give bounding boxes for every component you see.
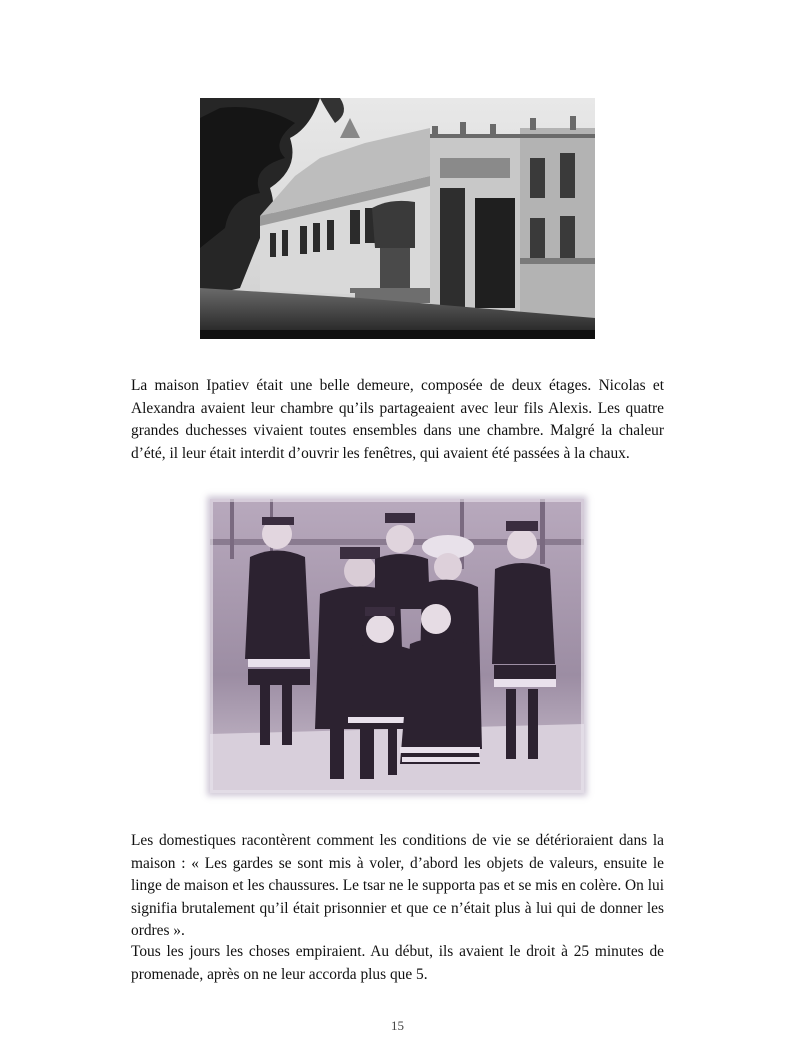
house-photo-illustration [200,98,595,339]
house-photo [200,98,595,339]
page-number: 15 [391,1018,404,1033]
paragraph-walk-time: Tous les jours les choses empiraient. Au début, ils avaient le droit à 25 minutes de promenade, après on ne leur accorda plus que 5. [131,943,664,983]
paragraph-ipatiev-house: La maison Ipatiev était une belle demeure, composée de deux étages. Nicolas et Alexandra avaient leur chambre qu’ils partageaient avec leur fils Alexis. Les quatre grandes duchesses vivaient toutes ensembles dans une chambre. Malgré la chaleur d’été, il leur était interdit d’ouvrir les fenêtres, qui avaient été passées à la chaux. [131,377,664,462]
paragraph-servants-account: Les domestiques racontèrent comment les conditions de vie se détérioraient dans la maison : « Les gardes se sont mis à voler, d’abord les objets de valeurs, ensuite le linge de maison et les chaussures. Le tsar ne le supporta pas et se mis en colère. On lui signifia brutalement qu’il était prisonnier et que ce n’était plus à lui qui de donner les ordres ». [131,832,664,939]
family-photo-illustration [210,499,584,793]
family-photo [210,499,584,793]
